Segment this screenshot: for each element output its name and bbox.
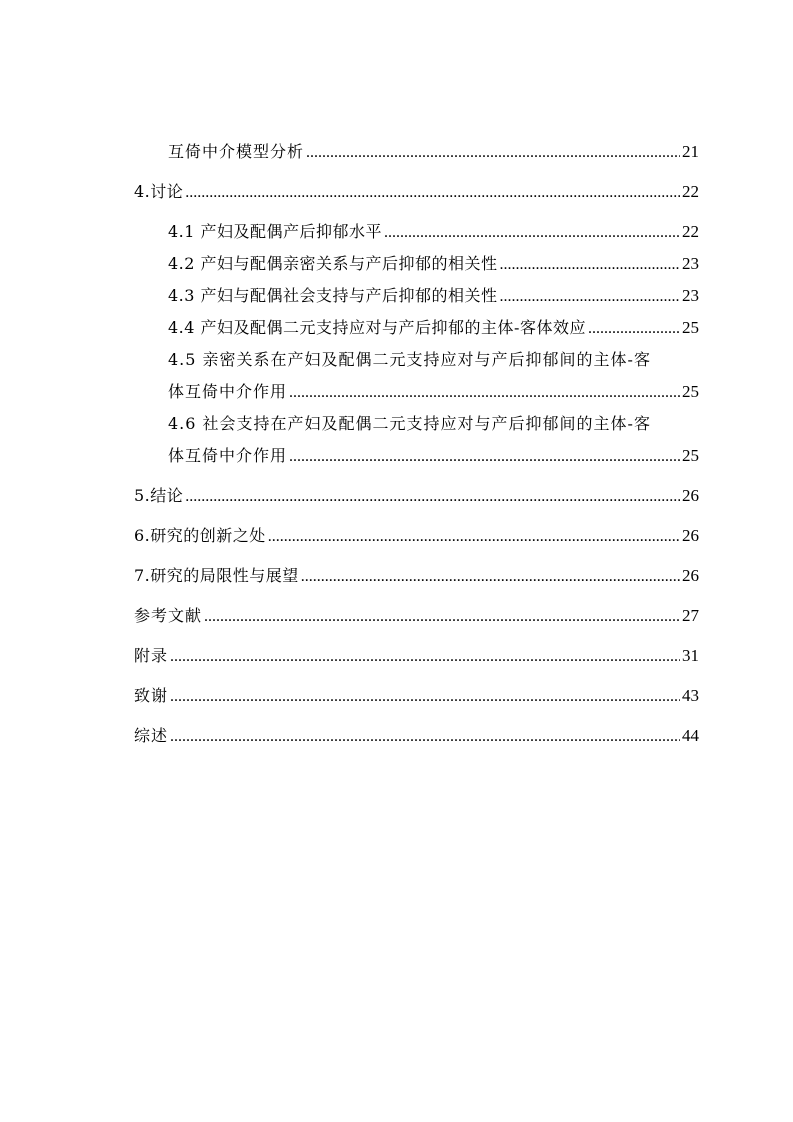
toc-entry-label: 7.研究的局限性与展望: [134, 566, 299, 585]
toc-leader-dots: [588, 317, 680, 341]
toc-entry[interactable]: [168, 220, 699, 244]
toc-entry[interactable]: [168, 140, 699, 164]
toc-entry-label: 4.2 产妇与配偶亲密关系与产后抑郁的相关性: [168, 254, 498, 273]
toc-entry-label: 致谢: [134, 686, 169, 705]
toc-entry[interactable]: [168, 444, 699, 468]
toc-entry-page: 31: [682, 646, 699, 665]
toc-entry-page: 22: [682, 182, 699, 201]
toc-leader-dots: [185, 485, 680, 509]
toc-entry[interactable]: [134, 524, 699, 548]
toc-entry-page: 22: [682, 222, 699, 241]
toc-entry[interactable]: [134, 724, 699, 748]
toc-entry-label-line1: 4.6 社会支持在产妇及配偶二元支持应对与产后抑郁间的主体-客: [168, 414, 651, 433]
toc-entry-label: 体互倚中介作用: [168, 446, 288, 465]
toc-entry[interactable]: [168, 252, 699, 276]
toc-entry-page: 43: [682, 686, 699, 705]
toc-leader-dots: [301, 565, 680, 589]
toc-leader-dots: [170, 725, 680, 749]
toc-leader-dots: [384, 221, 680, 245]
toc-entry-label: 6.研究的创新之处: [134, 526, 266, 545]
toc-leader-dots: [289, 381, 680, 405]
toc-entry-label: 参考文献: [134, 606, 203, 625]
toc-entry-label: 体互倚中介作用: [168, 382, 288, 401]
toc-entry-label: 综述: [134, 726, 169, 745]
toc-leader-dots: [185, 181, 680, 205]
toc-leader-dots: [268, 525, 680, 549]
toc-entry-page: 44: [682, 726, 699, 745]
toc-entry-page: 23: [682, 254, 699, 273]
toc-leader-dots: [500, 285, 680, 309]
toc-entry-label: 4.4 产妇及配偶二元支持应对与产后抑郁的主体-客体效应: [168, 318, 586, 337]
toc-entry-label: 5.结论: [134, 486, 184, 505]
toc-entry[interactable]: [168, 284, 699, 308]
toc-leader-dots: [170, 685, 680, 709]
toc-entry[interactable]: [168, 380, 699, 404]
toc-entry-page: 23: [682, 286, 699, 305]
toc-entry[interactable]: [168, 316, 699, 340]
toc-entry[interactable]: [134, 484, 699, 508]
toc-leader-dots: [289, 445, 680, 469]
toc-entry-page: 25: [682, 382, 699, 401]
toc-entry-label: 互倚中介模型分析: [168, 142, 305, 161]
toc-entry-label: 4.3 产妇与配偶社会支持与产后抑郁的相关性: [168, 286, 498, 305]
toc-entry-label: 4.1 产妇及配偶产后抑郁水平: [168, 222, 383, 241]
toc-leader-dots: [170, 645, 680, 669]
toc-entry-page: 27: [682, 606, 699, 625]
toc-entry-label: 4.讨论: [134, 182, 184, 201]
toc-entry[interactable]: [134, 684, 699, 708]
toc-entry-page: 25: [682, 446, 699, 465]
toc-leader-dots: [306, 141, 680, 165]
toc-entry[interactable]: [134, 604, 699, 628]
toc-leader-dots: [500, 253, 680, 277]
toc-entry-page: 26: [682, 566, 699, 585]
toc-entry[interactable]: [134, 564, 699, 588]
toc-entry-label-line1: 4.5 亲密关系在产妇及配偶二元支持应对与产后抑郁间的主体-客: [168, 350, 651, 369]
toc-entry[interactable]: [134, 644, 699, 668]
toc-entry[interactable]: [134, 180, 699, 204]
toc-entry-page: 26: [682, 486, 699, 505]
toc-entry-page: 25: [682, 318, 699, 337]
toc-entry-page: 26: [682, 526, 699, 545]
toc-leader-dots: [204, 605, 680, 629]
toc-entry-label: 附录: [134, 646, 169, 665]
toc-entry-page: 21: [682, 142, 699, 161]
